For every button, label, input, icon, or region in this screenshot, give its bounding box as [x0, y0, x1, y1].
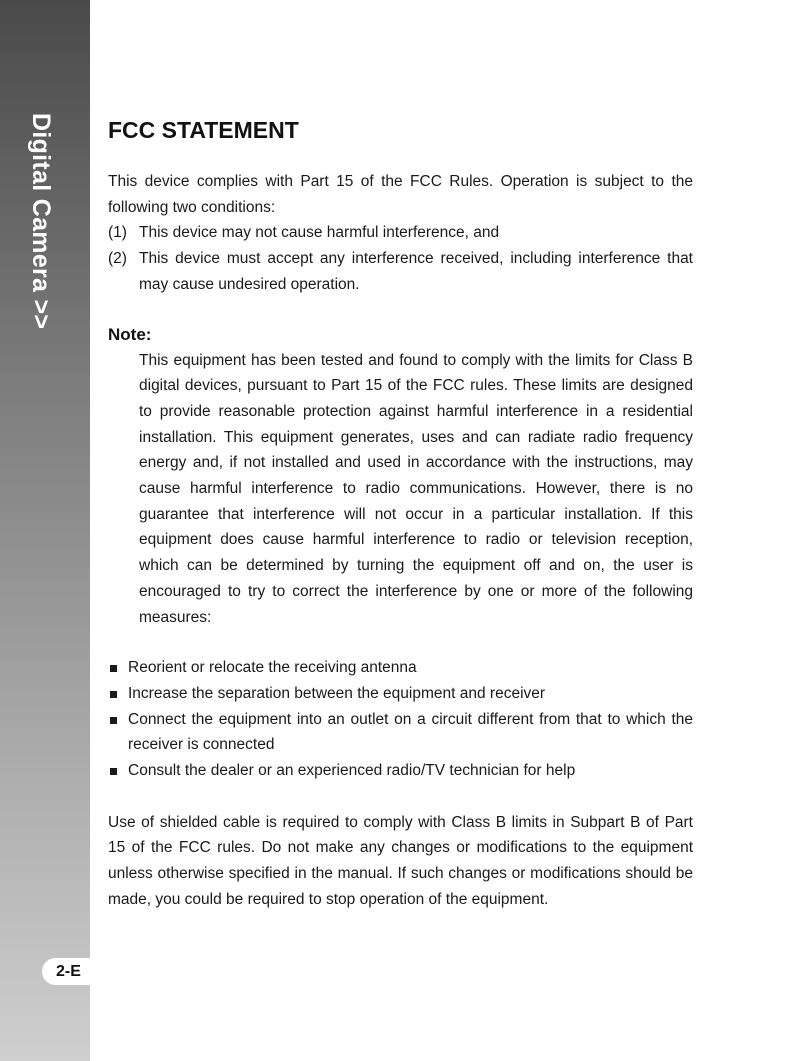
closing-paragraph: Use of shielded cable is required to comply with Class B limits in Subpart B of Part 15 of the FCC rules. Do not make any changes or modifications to the equipment unless otherwise specified in the manual. If such changes or modifications should be made, you could be required to stop operation of the equipment.	[108, 813, 693, 908]
condition-text: This device may not cause harmful interference, and	[139, 224, 500, 242]
measure-item	[108, 758, 693, 784]
measure-text: Reorient or relocate the receiving antenna	[128, 659, 417, 677]
intro-paragraph: This device complies with Part 15 of the FCC Rules. Operation is subject to the following two conditions:	[108, 173, 693, 216]
square-bullet-icon	[110, 691, 117, 698]
square-bullet-icon	[110, 768, 117, 775]
measure-text: Connect the equipment into an outlet on a circuit different from that to which the receiver is connected	[128, 710, 693, 754]
note-label: Note:	[108, 324, 152, 344]
measure-text: Consult the dealer or an experienced radio/TV technician for help	[128, 762, 576, 780]
condition-number: (2)	[108, 250, 127, 268]
measure-item	[108, 707, 693, 758]
square-bullet-icon	[110, 717, 117, 724]
condition-number: (1)	[108, 224, 127, 242]
note-paragraph: This equipment has been tested and found to comply with the limits for Class B digital devices, pursuant to Part 15 of the FCC rules. These limits are designed to provide reasonable protection against harmful interference in a residential installation. This equipment generates, uses and can radiate radio frequency energy and, if not installed and used in accordance with the instructions, may cause harmful interference to radio communications. However, there is no guarantee that interference will not occur in a particular installation. If this equipment does cause harmful interference to radio or television reception, which can be determined by turning the equipment off and on, the user is encouraged to try to correct the interference by one or more of the following measures:	[139, 351, 693, 626]
page-number: 2-E	[56, 963, 81, 980]
page-title: FCC STATEMENT	[108, 117, 299, 143]
section-title: Digital Camera >>	[27, 113, 55, 330]
main-content	[108, 116, 693, 913]
condition-item	[108, 220, 693, 246]
measure-text: Increase the separation between the equipment and receiver	[128, 684, 546, 702]
condition-item	[108, 246, 693, 297]
measure-item	[108, 681, 693, 707]
measures-list	[108, 655, 693, 784]
square-bullet-icon	[110, 665, 117, 672]
condition-text: This device must accept any interference received, including interference that may cause undesired operation.	[139, 250, 693, 293]
conditions-list	[108, 220, 693, 297]
measure-item	[108, 655, 693, 681]
